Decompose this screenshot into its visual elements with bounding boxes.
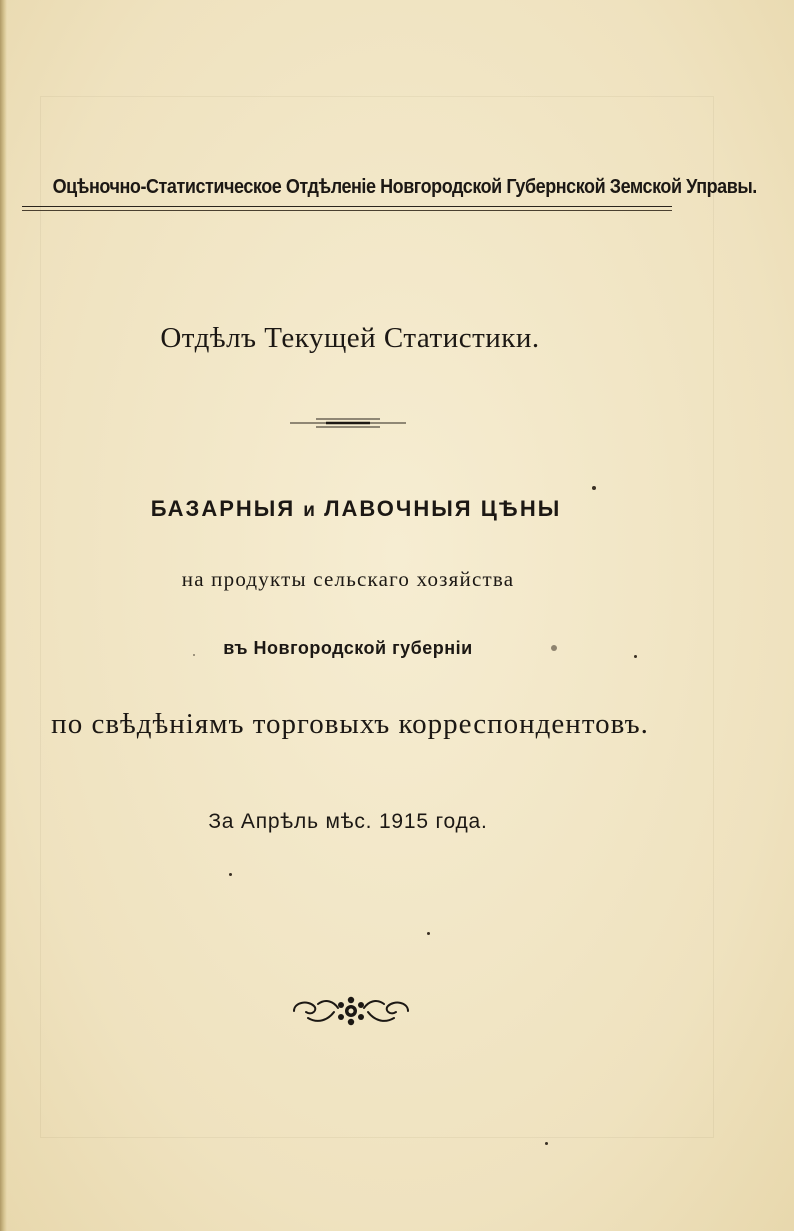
paper-speck: [545, 1142, 548, 1145]
subtitle: на продукты сельскаго хозяйства: [181, 567, 515, 591]
page-ghost-frame: [40, 96, 757, 1138]
title-conjunction: и: [303, 500, 316, 521]
title-word-lavochnyya: ЛАВОЧНЫЯ: [324, 496, 473, 521]
paper-speck: [551, 645, 557, 651]
paper-speck: [427, 932, 430, 935]
department-title: Отдѣлъ Текущей Статистики.: [160, 322, 540, 354]
paper-speck: [193, 654, 195, 656]
main-title: [0, 496, 712, 522]
header-rule-top: [22, 206, 672, 207]
tailpiece-flourish-icon: [288, 994, 414, 1028]
divider-ornament: [290, 416, 406, 430]
region-line: въ Новгородской губерніи: [223, 638, 473, 658]
source-line: по свѣдѣніямъ торговыхъ корреспондентовъ.: [51, 708, 649, 740]
office-header: Оцѣночно-Статистическое Отдѣленіе Новгородской Губернской Земской Управы.: [52, 176, 757, 198]
title-word-bazarnyya: БАЗАРНЫЯ: [150, 496, 296, 521]
period-line: За Апрѣль мѣс. 1915 года.: [208, 810, 488, 833]
paper-speck: [634, 655, 637, 658]
paper-speck: [592, 486, 596, 490]
title-word-tseny: ЦѢНЫ: [480, 496, 562, 521]
page-spine-shadow: [0, 0, 7, 1231]
paper-speck: [229, 873, 232, 876]
header-rule-bottom: [22, 210, 672, 211]
